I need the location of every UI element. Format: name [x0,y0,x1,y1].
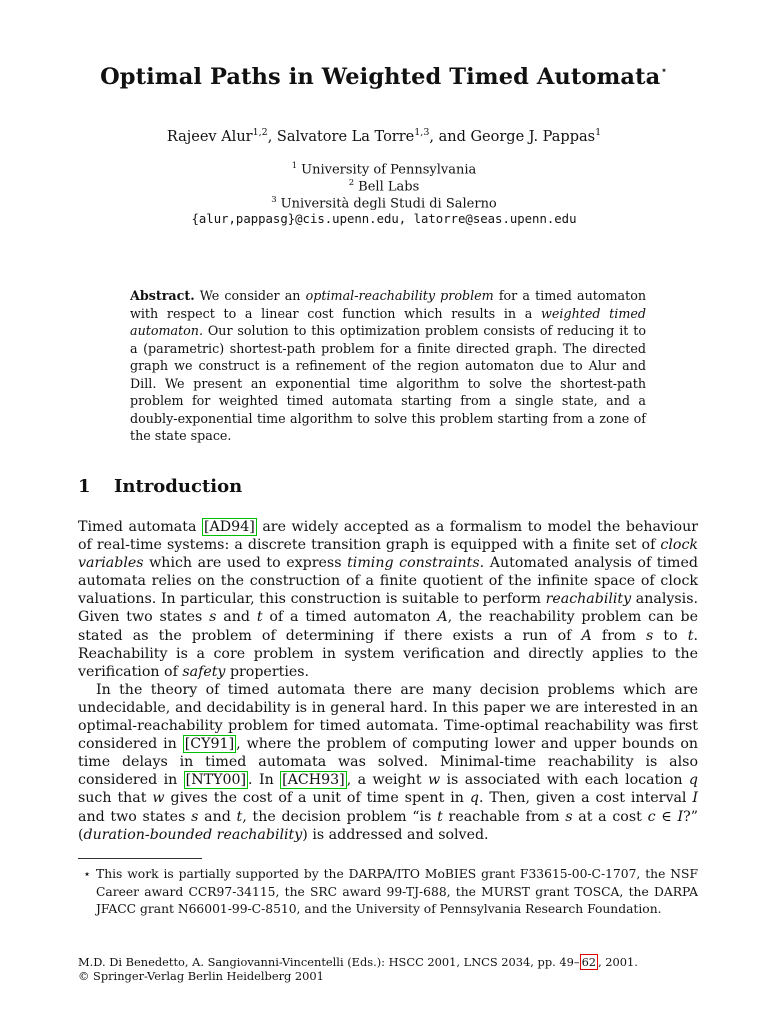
affiliation-number: 1 [291,161,298,171]
publication-footer [78,955,698,983]
author-separator: , and [429,128,471,145]
math-symbol: t [687,627,694,644]
para-text: which are used to express [143,555,348,572]
footnote-text: This work is partially supported by the DARPA/ITO MoBIES grant F33615-00-C-1707, the NSF Career award CCR97-34115, the SRC award 99-TJ-688, the MURST grant TOSCA, the DARPA JFACC grant N66001-99-C-8510, and the University of Pennsylvania Research Foundation. [96,867,698,916]
para-text: ) is addressed and solved. [302,826,489,843]
author-name: George J. Pappas [470,128,596,145]
section-heading [78,476,242,497]
para-emphasis: duration-bounded reachability [83,826,303,843]
math-symbol: w [427,772,441,789]
affiliation-name: Bell Labs [358,179,420,195]
author-name: Salvatore La Torre [276,128,415,145]
paragraph [78,681,698,844]
math-symbol: A [581,627,592,644]
math-symbol: t [256,609,263,626]
para-text: properties. [225,663,310,680]
affiliation-number: 2 [348,178,355,188]
abstract-text: We consider an [194,288,306,303]
title-footnote-mark: ⋆ [660,62,668,77]
abstract-emphasis: optimal-reachability problem [305,288,494,303]
para-text: , the decision problem “is [242,808,438,825]
para-text: at a cost [572,808,648,825]
math-symbol: t [236,808,243,825]
math-symbol: s [209,609,217,626]
affiliation-name: University of Pennsylvania [301,162,477,178]
abstract-emphasis: weighted timed automaton. [130,305,646,338]
intro-body [78,518,698,844]
para-text: from [591,627,647,644]
author-name: Rajeev Alur [166,128,253,145]
affiliation [0,195,768,211]
math-symbol: q [688,772,698,789]
footnote-rule [78,858,202,859]
math-symbol: I [692,790,699,807]
author-emails: {alur,pappasg}@cis.upenn.edu, latorre@seas.upenn.edu [191,212,577,226]
para-text: of a timed automaton [262,609,438,626]
affiliation-number: 3 [271,195,277,205]
citation-line [78,955,698,969]
para-text: . Reachability is a core problem in system verification and directly applies to the verification of [78,627,698,680]
para-text: is associated with each location [440,772,689,789]
page-range-link[interactable]: 62 [581,955,597,969]
math-symbol: q [469,790,479,807]
para-text: gives the cost of a unit of time spent in [164,790,470,807]
para-emphasis: timing constraints. [347,555,485,572]
section-number: 1 [78,476,91,497]
para-text: . Then, given a cost interval [478,790,693,807]
math-symbol: s [191,808,199,825]
para-text: are widely accepted as a formalism to model the behaviour of real-time systems: a discrete transition graph is equipped with a finite set of [78,519,698,554]
abstract-text: Our solution to this optimization problem consists of reducing it to a (parametric) shortest-path problem for a finite directed graph. The directed graph we construct is a refinement of the region automaton due to Alur and Dill. We present an exponential time algorithm to solve the shortest-path problem for weighted timed automata starting from a single state, and a doubly-exponential time algorithm to solve this problem starting from a zone of the state space. [130,323,646,443]
math-symbol: s [565,808,573,825]
para-text: such that [78,790,153,807]
citation-link[interactable]: [AD94] [204,519,255,535]
affiliation [0,178,768,194]
para-text: reachable from [442,808,566,825]
citation-link[interactable]: [ACH93] [282,772,345,789]
para-text: Timed automata [78,519,203,535]
para-text: and [216,609,257,626]
citation-text: M.D. Di Benedetto, A. Sangiovanni-Vincentelli (Eds.): HSCC 2001, LNCS 2034, pp. 49– [78,955,580,969]
math-symbol: w [152,790,165,807]
math-symbol: t [437,808,443,825]
footnote [78,866,698,919]
title-text: Optimal Paths in Weighted Timed Automata [100,64,661,90]
para-text: , a weight [346,772,428,789]
math-symbol: c ∈ I [647,808,684,825]
para-text: ?” ( [78,808,698,843]
abstract [130,287,646,445]
abstract-text: for a timed automaton with respect to a linear cost function which results in a [130,288,647,321]
para-emphasis: reachability [545,591,632,608]
citation-link[interactable]: [NTY00] [185,772,247,789]
footnote-mark: ⋆ [83,867,91,881]
para-text: and two states [78,808,192,825]
para-emphasis: clock variables [78,537,698,572]
author-separator: , [267,128,277,145]
author-affil-sup: 1,2 [252,127,268,138]
citation-link[interactable]: [CY91] [184,736,235,753]
affiliation-name: Università degli Studi di Salerno [280,196,497,212]
section-title: Introduction [114,476,243,497]
para-text: Automated analysis of timed automata relies on the construction of a finite quotient of the infinite space of clock valuations. In particular, this construction is suitable to perform [78,555,698,608]
para-text: , the reachability problem can be stated as the problem of determining if there exists a run of [78,609,699,644]
copyright-line: © Springer-Verlag Berlin Heidelberg 2001 [78,969,324,983]
affiliation [0,161,768,177]
paragraph [78,518,698,681]
citation-text: , 2001. [598,955,638,969]
para-text: and [198,808,237,825]
para-text: In the theory of timed automata there are many decision problems which are undecidable, and decidability is in general hard. In this paper we are interested in an optimal-reachability problem for timed automata. Time-optimal reachability was first considered in [78,681,698,753]
para-emphasis: safety [182,663,226,680]
paper-title [0,64,768,90]
author-affil-sup: 1,3 [414,127,430,138]
para-text: to [653,627,688,644]
para-text: . In [248,772,281,789]
para-text: , where the problem of computing lower and upper bounds on time delays in timed automata was solved. Minimal-time reachability is also considered in [78,736,698,789]
author-list [0,127,768,145]
author-affil-sup: 1 [595,127,602,138]
math-symbol: A [437,609,448,626]
math-symbol: s [646,627,654,644]
abstract-label: Abstract. [130,288,195,303]
para-text: analysis. Given two states [78,591,698,626]
